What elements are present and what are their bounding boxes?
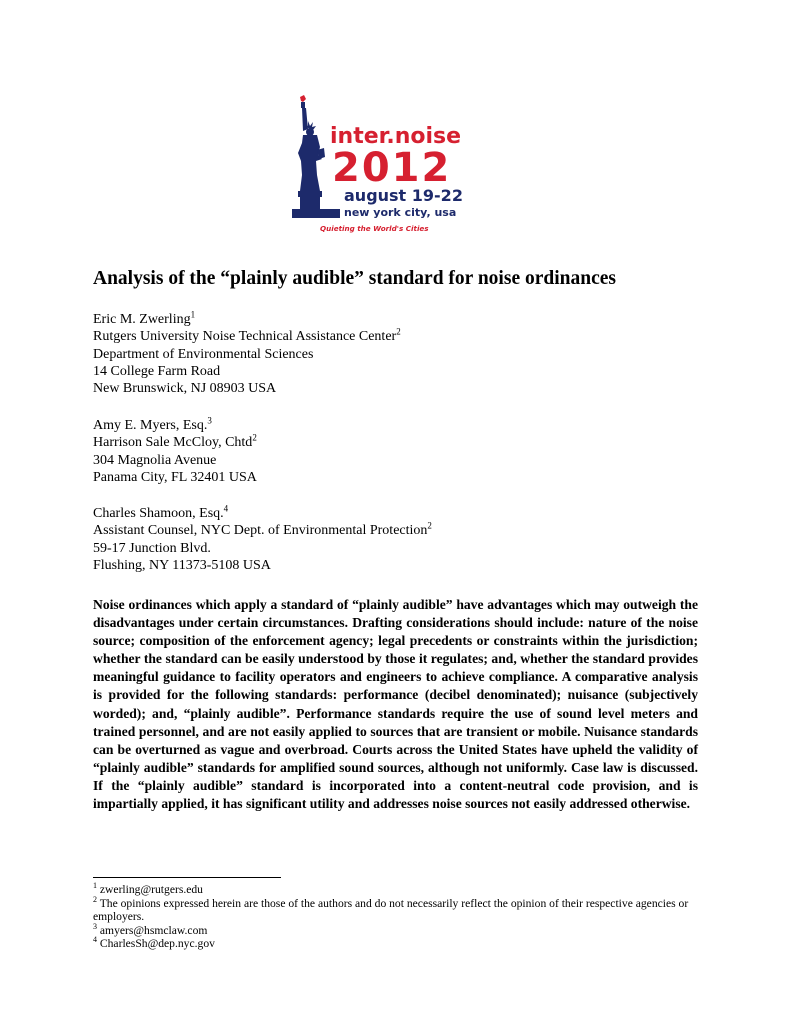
footnote-ref: 3 [207,415,212,426]
affiliation-line: Assistant Counsel, NYC Dept. of Environmental Protection$^2$ [93,520,432,539]
author-name: Charles Shamoon, Esq.$^4$ [93,503,229,521]
footnote-3: $^3$ amyers@hsmclaw.com [93,921,208,937]
paper-title: Analysis of the “plainly audible” standard for noise ordinances [93,268,616,289]
affiliation-line: Department of Environmental Sciences [93,346,314,362]
logo-year: 2012 [332,145,452,191]
conference-logo [286,95,466,235]
footnote-ref: 2 [427,520,432,531]
footnotes [93,883,703,951]
author-name: Amy E. Myers, Esq.$^3$ [93,415,212,433]
address-line: New Brunswick, NJ 08903 USA [93,381,277,397]
author-block-2 [93,417,257,486]
footnote-1: $^1$ zwerling@rutgers.edu [93,881,203,896]
footnote-ref: 1 [190,309,196,320]
author-name: Eric M. Zwerling$^1$ [93,309,196,327]
logo-dates: august 19-22 [344,186,463,205]
footnote-ref: 4 [223,503,229,514]
footnote-4: $^4$ CharlesSh@dep.nyc.gov [93,935,215,951]
author-block-3 [93,505,432,574]
footnote-ref: 2 [252,432,257,443]
abstract: Noise ordinances which apply a standard of “plainly audible” have advantages which may outweigh the disadvantages under certain circumstances. Drafting considerations should include: nature of the noise source; composition of the enforcement agency; legal precedents or constraints within the jurisdiction; whether the standard can be easily understood by those it regulates; and, whether the standard provides meaningful guidance to facility operators and engineers to achieve compliance. A comparative analysis is provided for the following standards: performance (decibel denominated); nuisance (subjectively worded); and, “plainly audible”. Performance standards require the use of sound level meters and trained personnel, and are not easily applied to sources that are transient or mobile. Nuisance standards can be overturned as vague and overbroad. Courts across the United States have upheld the validity of “plainly audible” standards for amplified sound sources, although not uniformly. Case law is discussed. If the “plainly audible” standard is incorporated into a content-neutral code provision, and is impartially applied, it has significant utility and addresses noise sources not easily addressed otherwise. [93,597,698,812]
affiliation-line: Harrison Sale McCloy, Chtd$^2$ [93,432,257,451]
address-line: Panama City, FL 32401 USA [93,469,257,485]
logo-line1: inter.noise [330,124,462,149]
address-line: 59-17 Junction Blvd. [93,540,211,556]
address-line: Flushing, NY 11373-5108 USA [93,557,271,573]
address-line: 304 Magnolia Avenue [93,452,217,468]
address-line: 14 College Farm Road [93,363,221,379]
footnote-divider [93,877,281,878]
author-block-1 [93,311,401,397]
footnote-2: $^2$ The opinions expressed herein are those of the authors and do not necessarily reflect the opinion of their respective agencies or employers. [93,894,689,924]
footnote-ref: 2 [396,326,401,337]
logo-tagline: Quieting the World's Cities [320,224,429,233]
affiliation-line: Rutgers University Noise Technical Assistance Center$^2$ [93,326,401,345]
logo-city: new york city, usa [344,206,457,219]
